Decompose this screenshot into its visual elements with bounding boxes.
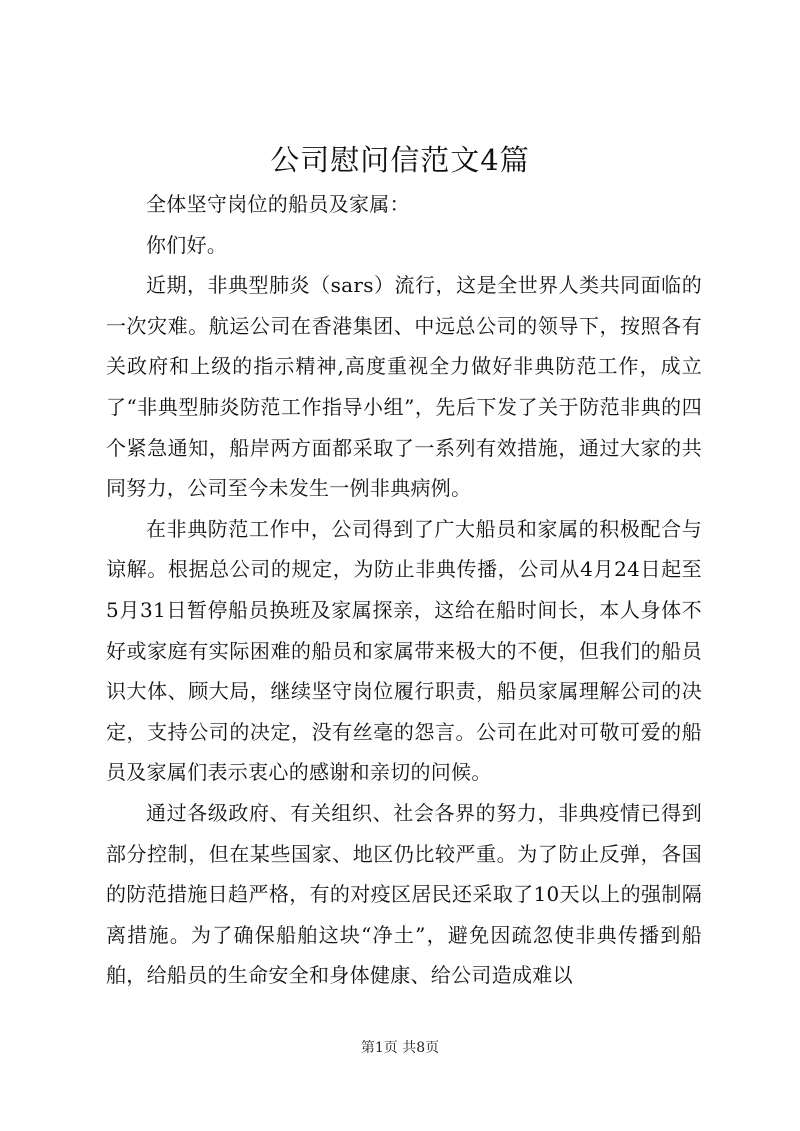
greeting: 你们好。 [146,232,228,257]
document-title: 公司慰问信范文4篇 [270,143,530,177]
salutation: 全体坚守岗位的船员及家属： [146,192,410,216]
page-footer [0,1038,800,1058]
page-indicator: 第1页 共8页 [360,1040,440,1056]
paragraph-2: 在非典防范工作中，公司得到了广大船员和家属的积极配合与谅解。根据总公司的规定，为防止非典传播，公司从4月24日起至5月31日暂停船员换班及家属探亲，这给在船时间长，本人身体不好或家庭有实际困难的船员和家属带来极大的不便，但我们的船员识大体、顾大局，继续坚守岗位履行职责，船员家属理解公司的决定，支持公司的决定，没有丝毫的怨言。公司在此对可敬可爱的船员及家属们表示衷心的感谢和亲切的问候。 [106,516,702,785]
paragraph-1: 近期，非典型肺炎（sars）流行，这是全世界人类共同面临的一次灾难。航运公司在香港集团、中远总公司的领导下，按照各有关政府和上级的指示精神,高度重视全力做好非典防范工作，成立了“非典型肺炎防范工作指导小组”，先后下发了关于防范非典的四个紧急通知，船岸两方面都采取了一系列有效措施，通过大家的共同努力，公司至今未发生一例非典病例。 [106,273,702,501]
document-body [106,184,702,996]
paragraph-3: 通过各级政府、有关组织、社会各界的努力，非典疫情已得到部分控制，但在某些国家、地区仍比较严重。为了防止反弹，各国的防范措施日趋严格，有的对疫区居民还采取了10天以上的强制隔离措施。为了确保船舶这块“净土”，避免因疏忽使非典传播到船舶，给船员的生命安全和身体健康、给公司造成难以 [106,800,702,988]
